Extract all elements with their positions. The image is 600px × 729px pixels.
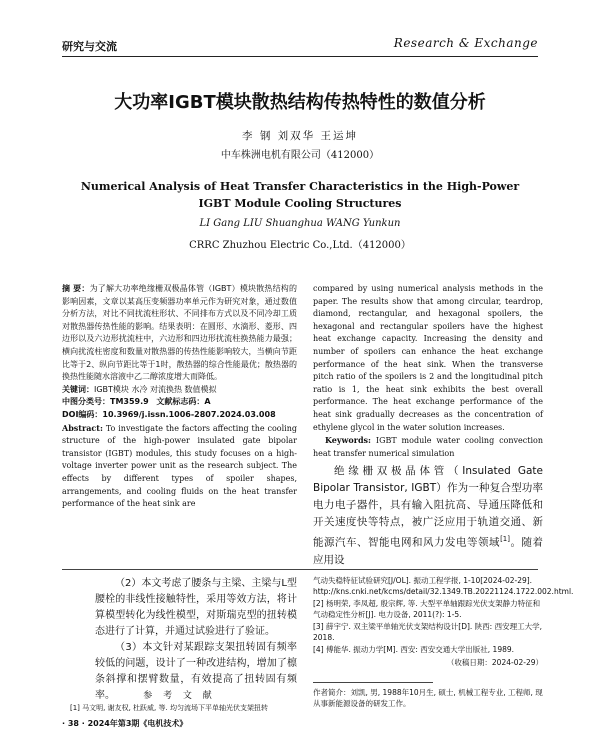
reference-1-cont: 气动失稳特征试验研究[J/OL]. 振动工程学报, 1-10[2024-02-29]. http://kns.cnki.net/kcms/detail/32.1349.TB.20221124.1722.002.html. [313,576,574,596]
authors-en: LI Gang LIU Shuanghua WANG Yunkun [199,218,401,229]
references-right-column [313,576,574,670]
doc-code-value: A [204,397,211,407]
keywords-cn-text: IGBT模块 水冷 对流换热 数值模拟 [94,384,217,394]
paper-title-cn: 大功率IGBT模块散热结构传热特性的数值分析 [114,92,486,113]
doc-code-label: 文献标志码： [156,397,205,407]
received-date: （收稿日期：2024-02-29） [446,657,543,667]
affiliation-en: CRRC Zhuzhou Electric Co.,Ltd.（412000） [189,240,411,251]
abstract-cn-text: 为了解大功率绝缘栅双极晶体管（IGBT）模块散热结构的影响因素，文章以某高压变频器功率单元作为研究对象，通过数值分析方法，对比不同扰流柱形状、不同排布方式以及不同冷却工质对散热器传热性能的影响。结果表明：在圆形、水滴形、菱形、四边形以及六边形扰流柱中，六边形和四边形扰流柱换热能力最强；横向扰流柱密度和数量对散热器的传热性能影响较大，当横向节距比等于2、纵向节距比等于1时，散热器的综合性能最优；散热器的换热性能随水溶液中乙二醇浓度增大而降低。 [62,284,297,382]
keywords-en [313,434,543,460]
conclusion-body [95,576,297,704]
abstract-right-column [313,283,543,460]
doi-label: DOI编码： [62,409,103,419]
doi-value: 10.3969/j.issn.1006-2807.2024.03.008 [102,409,276,419]
reference-2: [2] 杨明荣, 李凤超, 殷宗辉, 等. 大型平单轴跟踪光伏支架静力特征和气动稳定性分析[J]. 电力设备, 2011(?): 1-5. [313,599,541,619]
doi-line [62,409,297,422]
abstract-cn [62,283,297,384]
paper-title-en-line2: IGBT Module Cooling Structures [198,197,402,210]
reference-1: [1] 马文明, 谢友权, 杜跃威, 等. 均匀流场下平单轴光伏支架扭转 [70,704,268,712]
paper-title-en [62,178,538,212]
clc-value: TM359.9 [110,397,149,407]
abstract-left-column [62,283,297,511]
abstract-en-label: Abstract: [62,422,103,433]
abstract-cn-label: 摘 要： [62,284,90,293]
journal-section-en: Research & Exchange [393,36,538,50]
abstract-en-text-right: compared by using numerical analysis methods in the paper. The results show that among circular, teardrop, diamond, rectangular, and hexagonal spoilers, the hexagonal and rectangular spoilers have the highest heat exchange capacity. Increasing the density and number of spoilers can enhance the heat exchange performance of the heat sink. When the transverse pitch ratio of the spoilers is 2 and the longitudinal pitch ratio is 1, the heat sink exhibits the best overall performance. The heat exchange performance of the heat sink gradually decreases as the concentration of ethylene glycol in the water solution increases. [313,284,543,432]
journal-section-cn: 研究与交流 [62,40,117,53]
paper-title-en-line1: Numerical Analysis of Heat Transfer Characteristics in the High-Power [80,180,520,193]
conclusion-item-3: （3）本文针对某跟踪支架扭转固有频率较低的问题，设计了一种改进结构，增加了檩条斜撑和摆臂数量，有效提高了扭转固有频率。 [95,642,297,701]
footnote-rule [313,682,433,683]
conclusion-item-2: （2）本文考虑了腰条与主梁、主梁与L型腰栓的非线性接触特性，采用等效方法，将计算模型转化为线性模型，对斯瑞克型的扭转模态进行了计算，并通过试验进行了验证。 [95,578,297,637]
references-title: 参 考 文 献 [143,691,216,701]
reference-4: [4] 傅能华. 振动力学[M]. 西安: 西安交通大学出版社, 1989. [313,645,515,654]
intro-citation: [1] [500,535,510,543]
keywords-cn [62,384,297,397]
abstract-en-left [62,422,297,511]
intro-text-tail: 。随着应用设 [313,536,544,566]
introduction-paragraph [313,463,543,569]
authors-cn: 李 钢 刘双华 王运坤 [241,130,358,142]
keywords-en-label: Keywords: [325,435,372,446]
keywords-cn-label: 关键词： [62,384,94,394]
section-divider [62,569,538,570]
header-rule [62,56,538,57]
clc-label: 中图分类号： [62,397,110,407]
intro-text: 绝缘栅双极晶体管（Insulated Gate Bipolar Transistor, IGBT）作为一种复合型功率电力电子器件，具有输入阻抗高、导通压降低和开关速度快等特点，被广泛应用于轨道交通、新能源汽车、智能电网和风力发电等领域 [313,465,543,549]
abstract-en-text-left: To investigate the factors affecting the cooling structure of the high-power insulated gate bipolar transistor (IGBT) modules, this study focuses on a high-voltage inverter power unit as the research subject. The effects by different types of spoiler shapes, arrangements, and cooling fluids on the heat transfer performance of the heat sink are [62,423,297,509]
reference-3: [3] 薛宇宁. 双主梁平单轴光伏支架结构设计[D]. 陕西: 西安理工大学, 2018. [313,622,542,642]
classification-line [62,396,297,409]
affiliation-cn: 中车株洲电机有限公司（412000） [220,150,380,161]
page-footer: · 38 · 2024年第3期《电机技术》 [62,719,188,728]
author-footnote: 作者简介：刘凯, 男, 1988年10月生, 硕士, 机械工程专业, 工程师, 现从事新能源设备的研发工作。 [313,688,543,708]
keywords-en-text: IGBT module water cooling convection heat transfer numerical simulation [313,436,543,458]
